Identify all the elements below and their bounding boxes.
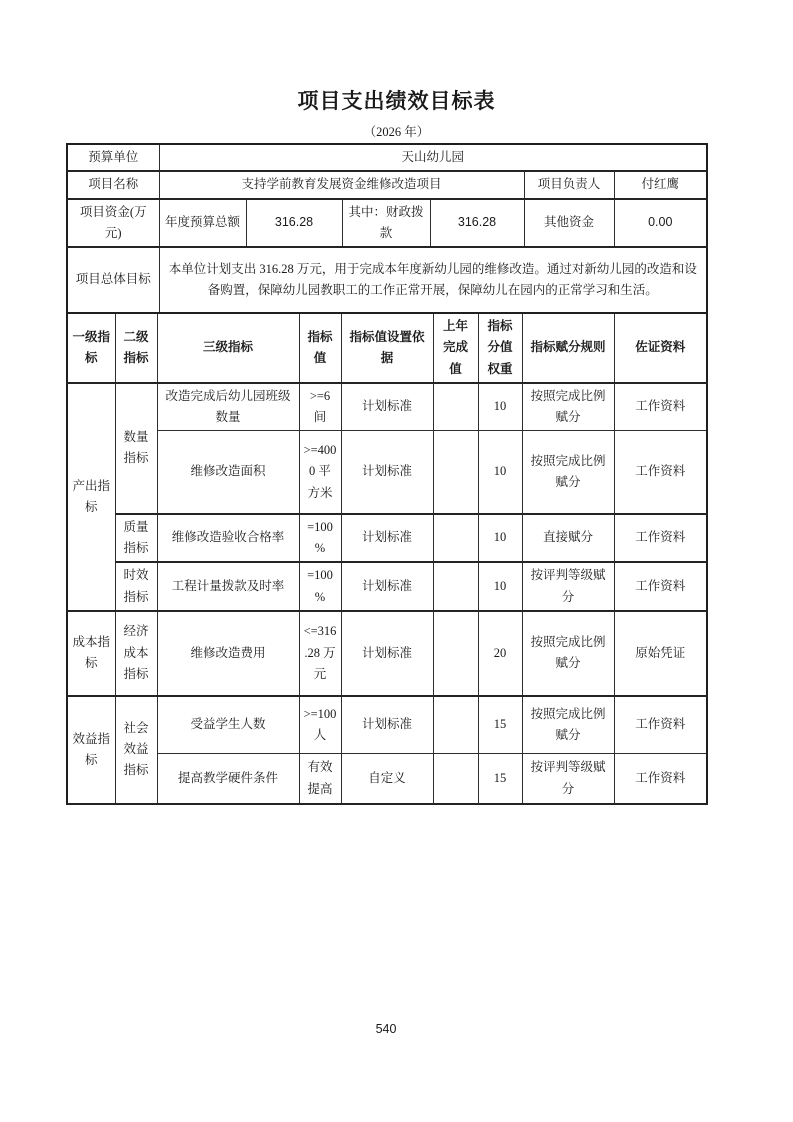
page-title: 项目支出绩效目标表: [297, 89, 496, 113]
fiscal-allocation-value: 316.28: [430, 199, 524, 248]
indicator-row: [67, 514, 707, 563]
weight-cell: 10: [478, 514, 522, 563]
project-name-value: 支持学前教育发展资金维修改造项目: [159, 171, 524, 198]
indicator-value-cell: =100%: [299, 514, 341, 563]
header-level3-indicator: 三级指标: [157, 313, 299, 383]
indicator-row: [67, 431, 707, 514]
header-scoring-rule: 指标赋分规则: [522, 313, 614, 383]
budget-unit-value: 天山幼儿园: [159, 144, 707, 171]
indicator-value-cell: >=100 人: [299, 696, 341, 754]
indicator-value-cell: <=316.28 万元: [299, 611, 341, 696]
header-value-basis: 指标值设置依据: [341, 313, 433, 383]
level2-indicator-cell: 经济成本指标: [115, 611, 157, 696]
indicator-value-cell: 有效提高: [299, 754, 341, 804]
level3-indicator-cell: 维修改造费用: [157, 611, 299, 696]
header-weight: 指标分值权重: [478, 313, 522, 383]
evidence-cell: 工作资料: [614, 754, 707, 804]
scoring-rule-cell: 按照完成比例赋分: [522, 431, 614, 514]
indicator-value-cell: >=4000 平方米: [299, 431, 341, 514]
prev-year-value-cell: [433, 383, 478, 431]
budget-unit-label: 预算单位: [67, 144, 159, 171]
indicator-row: [67, 611, 707, 696]
indicator-row: [67, 383, 707, 431]
evidence-cell: 工作资料: [614, 696, 707, 754]
project-funds-label: 项目资金(万元): [67, 199, 159, 248]
header-level2-indicator: 二级指标: [115, 313, 157, 383]
level1-indicator-cell: 产出指标: [67, 383, 115, 611]
page-number: 540: [375, 1022, 397, 1036]
value-basis-cell: 计划标准: [341, 696, 433, 754]
indicators-header-row: [67, 313, 707, 383]
evidence-cell: 工作资料: [614, 514, 707, 563]
level3-indicator-cell: 受益学生人数: [157, 696, 299, 754]
level2-indicator-cell: 质量指标: [115, 514, 157, 563]
fiscal-allocation-label: 其中：财政拨款: [342, 199, 430, 248]
header-prev-year-value: 上年完成值: [433, 313, 478, 383]
indicator-row: [67, 562, 707, 611]
level3-indicator-cell: 工程计量拨款及时率: [157, 562, 299, 611]
other-funds-value: 0.00: [614, 199, 707, 248]
project-name-label: 项目名称: [67, 171, 159, 198]
project-funds-row: [67, 199, 707, 248]
prev-year-value-cell: [433, 696, 478, 754]
level2-indicator-cell: 时效指标: [115, 562, 157, 611]
evidence-cell: 工作资料: [614, 431, 707, 514]
project-leader-label: 项目负责人: [524, 171, 614, 198]
level2-indicator-cell: 数量指标: [115, 383, 157, 514]
page-subtitle: （2026 年）: [363, 125, 430, 139]
indicators-table: [66, 312, 708, 805]
evidence-cell: 工作资料: [614, 562, 707, 611]
scoring-rule-cell: 按照完成比例赋分: [522, 383, 614, 431]
overall-goal-label: 项目总体目标: [67, 247, 159, 313]
scoring-rule-cell: 按评判等级赋分: [522, 754, 614, 804]
value-basis-cell: 自定义: [341, 754, 433, 804]
indicator-value-cell: =100%: [299, 562, 341, 611]
other-funds-label: 其他资金: [524, 199, 614, 248]
scoring-rule-cell: 直接赋分: [522, 514, 614, 563]
weight-cell: 10: [478, 383, 522, 431]
weight-cell: 15: [478, 696, 522, 754]
level3-indicator-cell: 提高教学硬件条件: [157, 754, 299, 804]
scoring-rule-cell: 按照完成比例赋分: [522, 611, 614, 696]
level3-indicator-cell: 维修改造验收合格率: [157, 514, 299, 563]
level3-indicator-cell: 改造完成后幼儿园班级数量: [157, 383, 299, 431]
scoring-rule-cell: 按照完成比例赋分: [522, 696, 614, 754]
level1-indicator-cell: 效益指标: [67, 696, 115, 804]
project-summary-table: [66, 143, 708, 314]
prev-year-value-cell: [433, 754, 478, 804]
level1-indicator-cell: 成本指标: [67, 611, 115, 696]
indicator-value-cell: >=6 间: [299, 383, 341, 431]
value-basis-cell: 计划标准: [341, 383, 433, 431]
annual-budget-label: 年度预算总额: [159, 199, 246, 248]
prev-year-value-cell: [433, 562, 478, 611]
prev-year-value-cell: [433, 514, 478, 563]
value-basis-cell: 计划标准: [341, 431, 433, 514]
indicator-row: [67, 754, 707, 804]
header-evidence: 佐证资料: [614, 313, 707, 383]
scoring-rule-cell: 按评判等级赋分: [522, 562, 614, 611]
weight-cell: 10: [478, 562, 522, 611]
indicator-row: [67, 696, 707, 754]
level2-indicator-cell: 社会效益指标: [115, 696, 157, 804]
budget-unit-row: [67, 144, 707, 171]
value-basis-cell: 计划标准: [341, 562, 433, 611]
weight-cell: 10: [478, 431, 522, 514]
prev-year-value-cell: [433, 431, 478, 514]
value-basis-cell: 计划标准: [341, 611, 433, 696]
project-leader-value: 付红鹰: [614, 171, 707, 198]
weight-cell: 15: [478, 754, 522, 804]
header-level1-indicator: 一级指标: [67, 313, 115, 383]
project-name-row: [67, 171, 707, 198]
header-indicator-value: 指标值: [299, 313, 341, 383]
overall-goal-text: 本单位计划支出 316.28 万元，用于完成本年度新幼儿园的维修改造。通过对新幼儿园的改造和设备购置，保障幼儿园教职工的工作正常开展，保障幼儿在园内的正常学习和生活。: [159, 247, 707, 313]
evidence-cell: 原始凭证: [614, 611, 707, 696]
annual-budget-value: 316.28: [246, 199, 342, 248]
evidence-cell: 工作资料: [614, 383, 707, 431]
overall-goal-row: [67, 247, 707, 313]
prev-year-value-cell: [433, 611, 478, 696]
level3-indicator-cell: 维修改造面积: [157, 431, 299, 514]
weight-cell: 20: [478, 611, 522, 696]
value-basis-cell: 计划标准: [341, 514, 433, 563]
